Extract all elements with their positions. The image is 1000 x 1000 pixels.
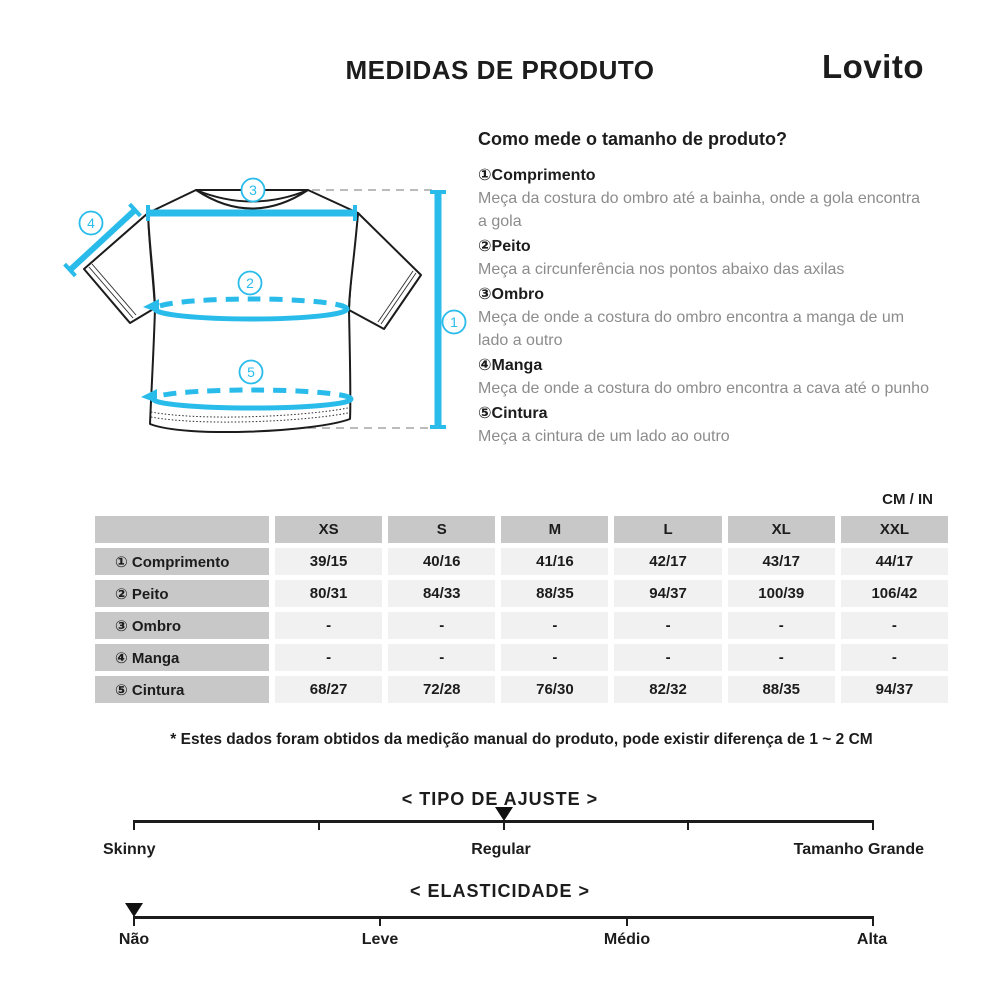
fit-scale-track [134,820,873,823]
value-cell: 72/28 [388,676,495,703]
callout-5 [240,361,263,384]
fit-label-skinny: Skinny [103,841,156,858]
guide-item-desc: Meça de onde a costura do ombro encontra a cava até o punho [478,380,929,397]
guide-item-desc: Meça a circunferência nos pontos abaixo das axilas [478,261,845,278]
value-cell: 84/33 [388,580,495,607]
elasticity-label-medio: Médio [603,931,651,948]
value-cell: - [275,644,382,671]
row-label-cell: ① Comprimento [95,548,269,575]
svg-text:2: 2 [246,275,254,291]
elasticity-scale-tick [872,916,874,926]
svg-text:4: 4 [87,215,95,231]
value-cell: 44/17 [841,548,948,575]
callout-4 [80,212,103,235]
svg-text:5: 5 [247,364,255,380]
fit-scale-tick [687,820,689,830]
guide-item-desc: Meça de onde a costura do ombro encontra a manga de um lado a outro [478,309,905,349]
fit-label-regular: Regular [471,841,531,858]
value-cell: 40/16 [388,548,495,575]
fit-scale-labels [0,841,1000,861]
guide-item-manga [478,355,930,400]
measure-line-length [430,192,446,427]
guide-item-peito [478,236,930,281]
value-cell: 94/37 [841,676,948,703]
guide-item-ombro [478,284,930,352]
elasticity-label-leve: Leve [361,931,399,948]
elasticity-scale-track [134,916,873,919]
callout-2 [239,272,262,295]
callout-1 [443,311,466,334]
value-cell: - [275,612,382,639]
fit-scale-tick [872,820,874,830]
value-cell: 100/39 [728,580,835,607]
value-cell: 39/15 [275,548,382,575]
guide-item-cintura [478,403,930,448]
guide-item-label: ④Manga [478,357,543,374]
column-header-l: L [614,516,721,543]
table-corner-cell [95,516,269,543]
guide-item-label: ②Peito [478,238,531,255]
value-cell: - [388,644,495,671]
elasticity-scale-tick [133,916,135,926]
value-cell: 88/35 [728,676,835,703]
size-table [95,516,948,703]
guide-item-desc: Meça da costura do ombro até a bainha, onde a gola encontra a gola [478,190,921,230]
value-cell: 82/32 [614,676,721,703]
shirt-body [148,190,358,432]
value-cell: - [614,644,721,671]
measurement-diagram [55,165,475,460]
value-cell: - [388,612,495,639]
row-label-cell: ⑤ Cintura [95,676,269,703]
value-cell: 68/27 [275,676,382,703]
value-cell: 88/35 [501,580,608,607]
measurement-footnote: * Estes dados foram obtidos da medição manual do produto, pode existir diferença de 1 ~ 2 CM [170,731,873,748]
column-header-xxl: XXL [841,516,948,543]
value-cell: 42/17 [614,548,721,575]
callout-3 [242,179,265,202]
elasticity-label-nao: Não [118,931,150,948]
value-cell: 106/42 [841,580,948,607]
value-cell: 41/16 [501,548,608,575]
measure-guide [478,129,930,448]
guide-item-desc: Meça a cintura de um lado ao outro [478,428,730,445]
value-cell: 43/17 [728,548,835,575]
page-title: MEDIDAS DE PRODUTO [345,55,655,85]
units-label: CM / IN [882,491,933,508]
fit-scale-tick [503,820,505,830]
column-header-xs: XS [275,516,382,543]
value-cell: - [728,644,835,671]
value-cell: - [501,612,608,639]
guide-item-label: ①Comprimento [478,167,596,184]
column-header-s: S [388,516,495,543]
value-cell: - [841,612,948,639]
guide-item-label: ⑤Cintura [478,405,548,422]
row-label-cell: ③ Ombro [95,612,269,639]
fit-scale-title: < TIPO DE AJUSTE > [401,789,599,809]
svg-text:3: 3 [249,182,257,198]
value-cell: - [501,644,608,671]
elasticity-label-alta: Alta [856,931,888,948]
fit-scale-marker-icon [495,807,513,821]
row-label-cell: ② Peito [95,580,269,607]
guide-heading: Como mede o tamanho de produto? [478,129,787,149]
column-header-xl: XL [728,516,835,543]
elasticity-scale-title: < ELASTICIDADE > [409,881,591,901]
elasticity-scale-tick [626,916,628,926]
fit-label-tamanho-grande: Tamanho Grande [793,841,924,858]
row-label-cell: ④ Manga [95,644,269,671]
value-cell: - [614,612,721,639]
fit-scale-tick [133,820,135,830]
guide-item-comprimento [478,165,930,233]
value-cell: - [728,612,835,639]
brand-logo: Lovito [822,48,924,85]
column-header-m: M [501,516,608,543]
value-cell: 94/37 [614,580,721,607]
value-cell: 80/31 [275,580,382,607]
elasticity-scale-labels [0,931,1000,951]
value-cell: 76/30 [501,676,608,703]
fit-scale-tick [318,820,320,830]
elasticity-scale-marker-icon [125,903,143,917]
value-cell: - [841,644,948,671]
guide-item-label: ③Ombro [478,286,544,303]
elasticity-scale-tick [379,916,381,926]
svg-text:1: 1 [450,314,458,330]
